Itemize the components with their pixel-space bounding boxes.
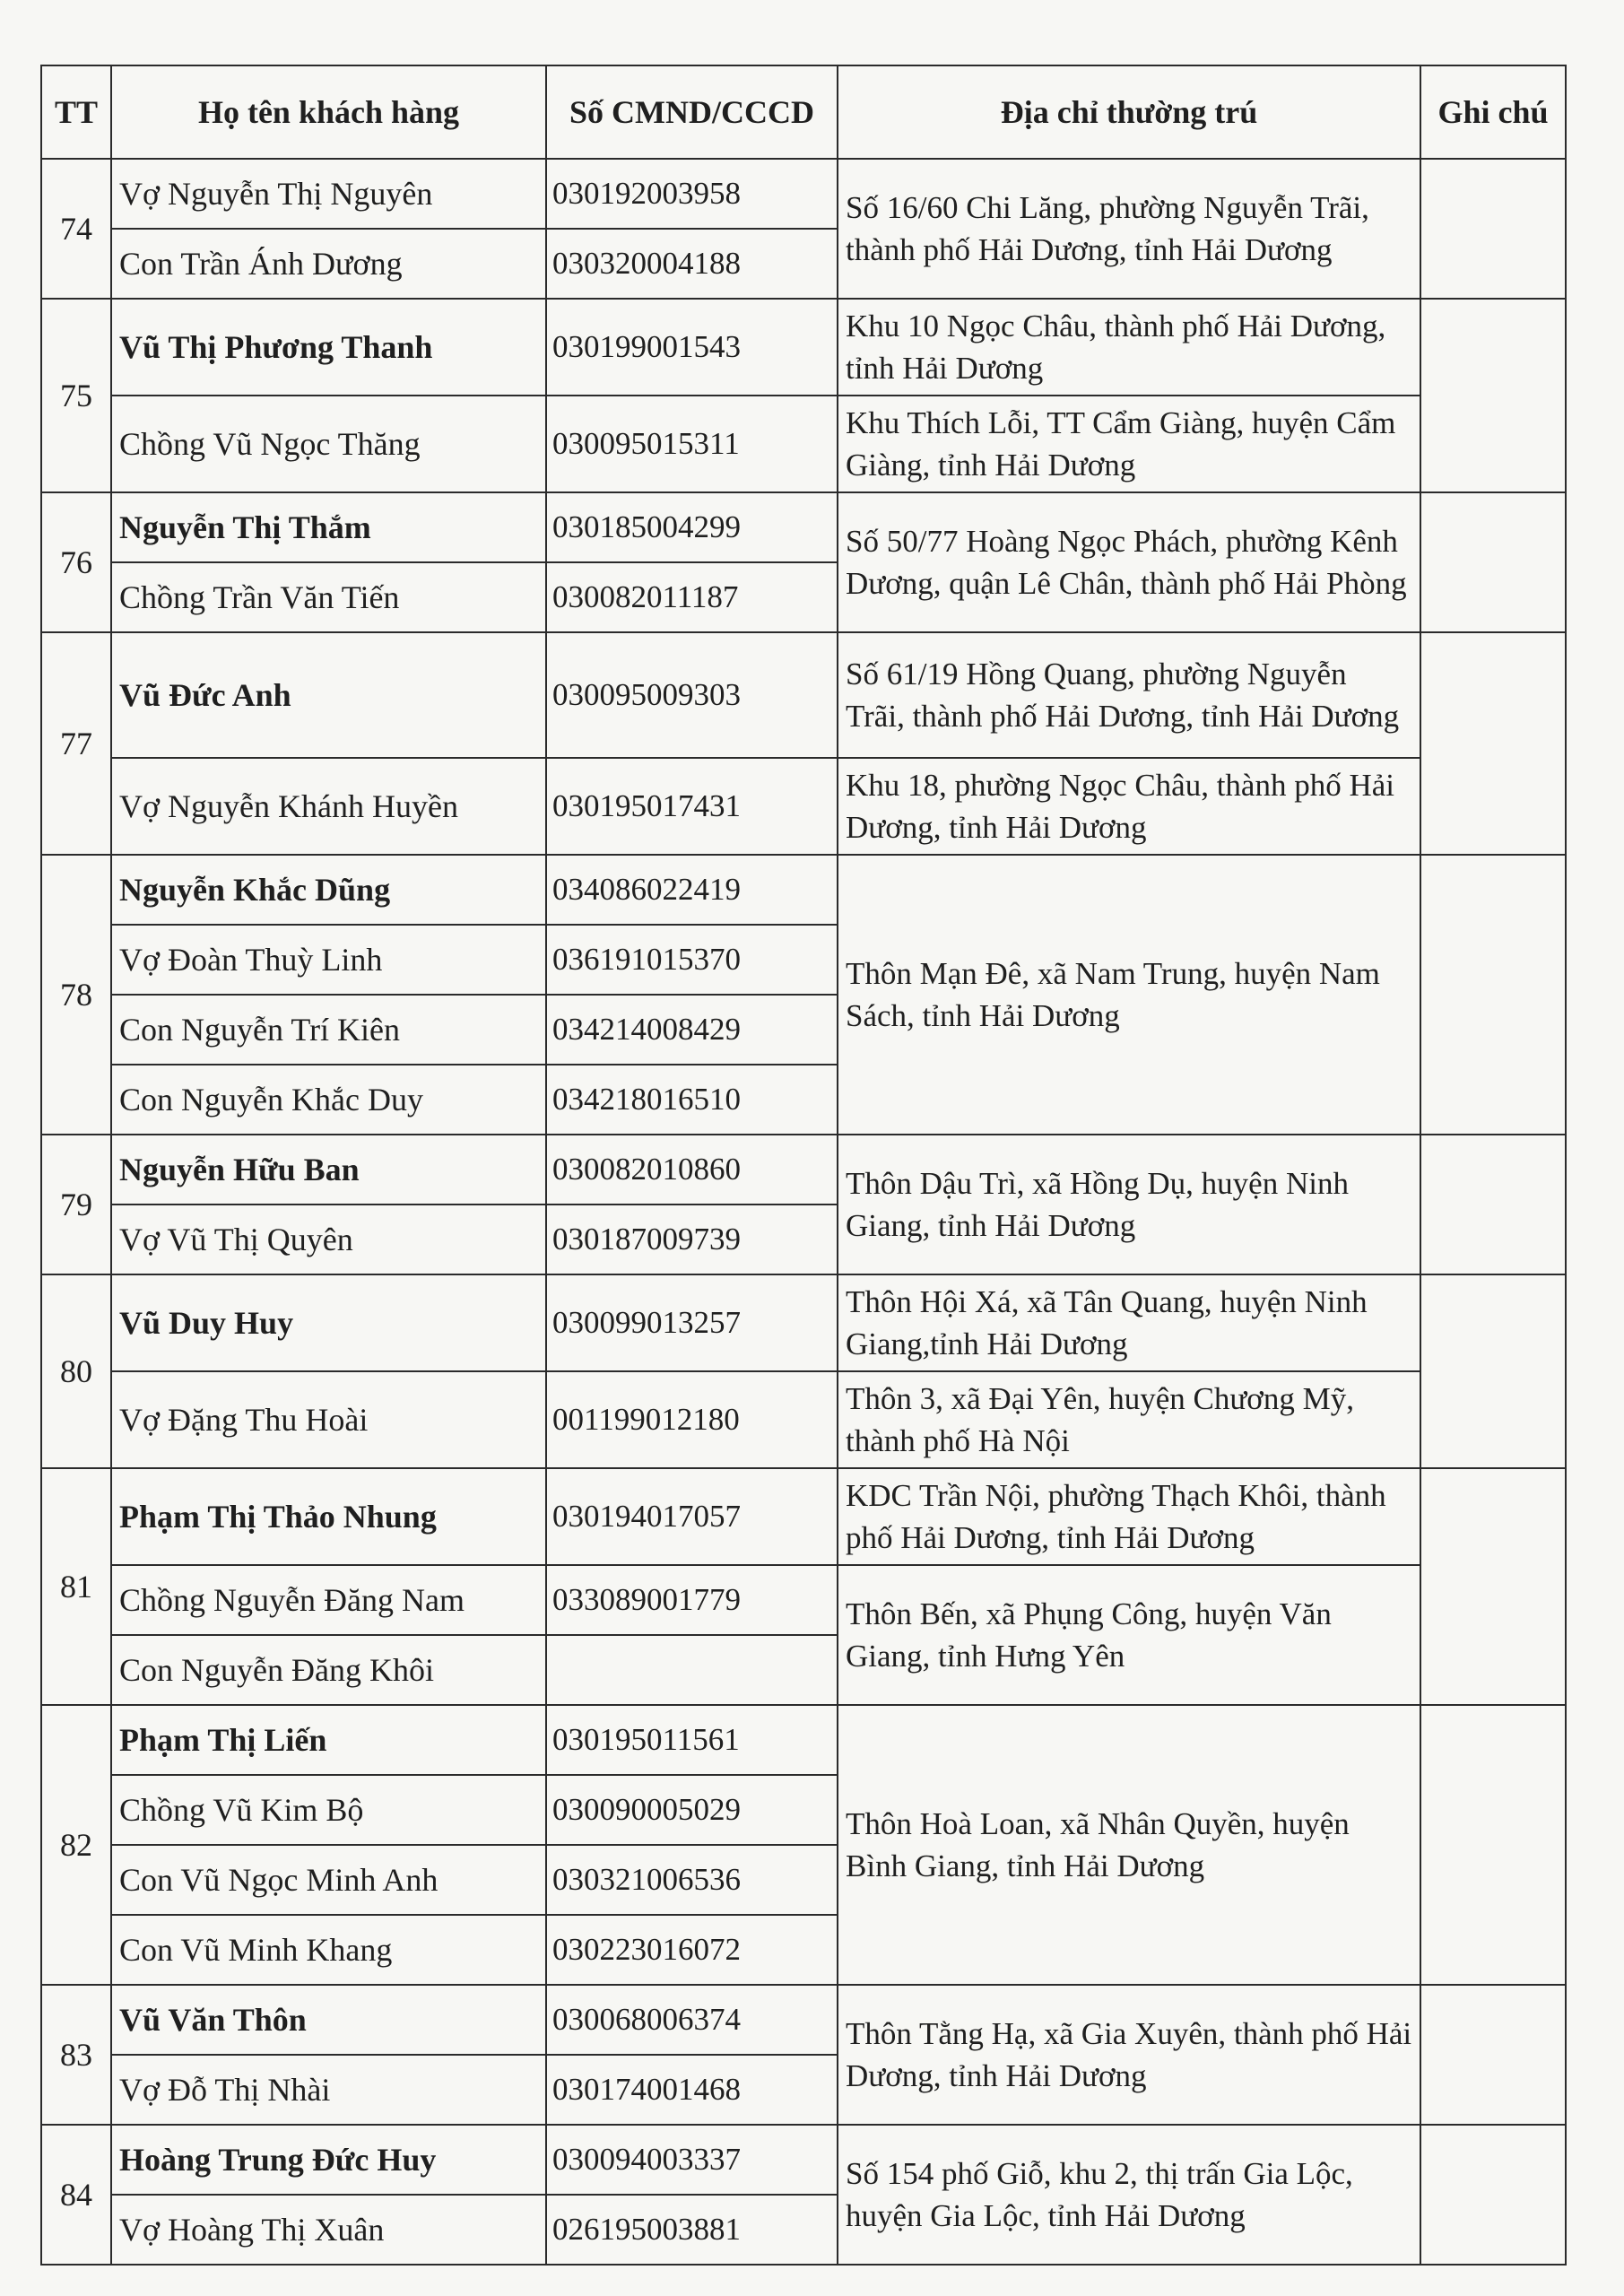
address: Số 61/19 Hồng Quang, phường Nguyễn Trãi, thành phố Hải Dương, tỉnh Hải Dương: [838, 632, 1420, 758]
header-note: Ghi chú: [1420, 65, 1566, 159]
note-cell: [1420, 1705, 1566, 1985]
customer-name: Hoàng Trung Đức Huy: [111, 2125, 546, 2195]
note-cell: [1420, 2125, 1566, 2265]
table-row: [41, 1705, 1566, 1775]
id-number: 034218016510: [546, 1065, 838, 1135]
customer-name: Chồng Vũ Ngọc Thăng: [111, 396, 546, 492]
row-number: 74: [41, 159, 111, 299]
table-row: [41, 299, 1566, 396]
row-number: 75: [41, 299, 111, 492]
address: Khu 10 Ngọc Châu, thành phố Hải Dương, tỉnh Hải Dương: [838, 299, 1420, 396]
id-number: 030094003337: [546, 2125, 838, 2195]
id-number: 030320004188: [546, 229, 838, 299]
id-number: 030095015311: [546, 396, 838, 492]
id-number: 001199012180: [546, 1371, 838, 1468]
table-row: [41, 159, 1566, 229]
row-number: 82: [41, 1705, 111, 1985]
customer-name: Con Nguyễn Khắc Duy: [111, 1065, 546, 1135]
customer-name: Phạm Thị Thảo Nhung: [111, 1468, 546, 1565]
header-address: Địa chỉ thường trú: [838, 65, 1420, 159]
id-number: 034214008429: [546, 995, 838, 1065]
table-row: [41, 2125, 1566, 2195]
table-row: [41, 1371, 1566, 1468]
customer-name: Vợ Hoàng Thị Xuân: [111, 2195, 546, 2265]
id-number: 030068006374: [546, 1985, 838, 2055]
table-row: [41, 396, 1566, 492]
address: Số 50/77 Hoàng Ngọc Phách, phường Kênh Dương, quận Lê Chân, thành phố Hải Phòng: [838, 492, 1420, 632]
row-number: 84: [41, 2125, 111, 2265]
id-number: 030192003958: [546, 159, 838, 229]
header-id: Số CMND/CCCD: [546, 65, 838, 159]
table-row: [41, 1565, 1566, 1635]
customer-name: Vợ Vũ Thị Quyên: [111, 1205, 546, 1274]
customer-name: Chồng Trần Văn Tiến: [111, 562, 546, 632]
address: Thôn 3, xã Đại Yên, huyện Chương Mỹ, thành phố Hà Nội: [838, 1371, 1420, 1468]
customer-name: Chồng Vũ Kim Bộ: [111, 1775, 546, 1845]
customer-name: Nguyễn Thị Thắm: [111, 492, 546, 562]
address: KDC Trần Nội, phường Thạch Khôi, thành phố Hải Dương, tỉnh Hải Dương: [838, 1468, 1420, 1565]
note-cell: [1420, 159, 1566, 299]
address: Thôn Mạn Đê, xã Nam Trung, huyện Nam Sách, tỉnh Hải Dương: [838, 855, 1420, 1135]
id-number: 030321006536: [546, 1845, 838, 1915]
customer-name: Con Nguyễn Trí Kiên: [111, 995, 546, 1065]
address: Khu 18, phường Ngọc Châu, thành phố Hải Dương, tỉnh Hải Dương: [838, 758, 1420, 855]
red-stamp-fragment: [1604, 709, 1624, 969]
id-number: 030185004299: [546, 492, 838, 562]
header-row: [41, 65, 1566, 159]
id-number: 033089001779: [546, 1565, 838, 1635]
table-row: [41, 855, 1566, 925]
customer-table: [40, 65, 1567, 2266]
customer-name: Vũ Đức Anh: [111, 632, 546, 758]
id-number: 030199001543: [546, 299, 838, 396]
note-cell: [1420, 1135, 1566, 1274]
id-number: 030082011187: [546, 562, 838, 632]
id-number: [546, 1635, 838, 1705]
row-number: 79: [41, 1135, 111, 1274]
customer-name: Vợ Đặng Thu Hoài: [111, 1371, 546, 1468]
note-cell: [1420, 1468, 1566, 1705]
note-cell: [1420, 492, 1566, 632]
address: Số 154 phố Giỗ, khu 2, thị trấn Gia Lộc, huyện Gia Lộc, tỉnh Hải Dương: [838, 2125, 1420, 2265]
table-row: [41, 1274, 1566, 1371]
customer-name: Vũ Thị Phương Thanh: [111, 299, 546, 396]
address: Thôn Bến, xã Phụng Công, huyện Văn Giang, tỉnh Hưng Yên: [838, 1565, 1420, 1705]
customer-name: Nguyễn Hữu Ban: [111, 1135, 546, 1205]
customer-name: Vợ Nguyễn Thị Nguyên: [111, 159, 546, 229]
id-number: 030195017431: [546, 758, 838, 855]
id-number: 030174001468: [546, 2055, 838, 2125]
note-cell: [1420, 855, 1566, 1135]
row-number: 76: [41, 492, 111, 632]
id-number: 030082010860: [546, 1135, 838, 1205]
customer-name: Con Vũ Ngọc Minh Anh: [111, 1845, 546, 1915]
row-number: 83: [41, 1985, 111, 2125]
row-number: 78: [41, 855, 111, 1135]
id-number: 030095009303: [546, 632, 838, 758]
id-number: 034086022419: [546, 855, 838, 925]
note-cell: [1420, 1274, 1566, 1468]
customer-name: Vợ Đỗ Thị Nhài: [111, 2055, 546, 2125]
address: Thôn Dậu Trì, xã Hồng Dụ, huyện Ninh Giang, tỉnh Hải Dương: [838, 1135, 1420, 1274]
customer-name: Vũ Duy Huy: [111, 1274, 546, 1371]
id-number: 030194017057: [546, 1468, 838, 1565]
id-number: 030187009739: [546, 1205, 838, 1274]
note-cell: [1420, 632, 1566, 855]
table-row: [41, 758, 1566, 855]
address: Thôn Hoà Loan, xã Nhân Quyền, huyện Bình Giang, tỉnh Hải Dương: [838, 1705, 1420, 1985]
customer-name: Phạm Thị Liến: [111, 1705, 546, 1775]
customer-name: Vợ Nguyễn Khánh Huyền: [111, 758, 546, 855]
row-number: 80: [41, 1274, 111, 1468]
table-row: [41, 1468, 1566, 1565]
address: Thôn Hội Xá, xã Tân Quang, huyện Ninh Giang,tỉnh Hải Dương: [838, 1274, 1420, 1371]
address: Số 16/60 Chi Lăng, phường Nguyễn Trãi, thành phố Hải Dương, tỉnh Hải Dương: [838, 159, 1420, 299]
id-number: 026195003881: [546, 2195, 838, 2265]
table-row: [41, 632, 1566, 758]
customer-name: Vợ Đoàn Thuỳ Linh: [111, 925, 546, 995]
customer-name: Con Vũ Minh Khang: [111, 1915, 546, 1985]
customer-name: Vũ Văn Thôn: [111, 1985, 546, 2055]
id-number: 030090005029: [546, 1775, 838, 1845]
id-number: 030099013257: [546, 1274, 838, 1371]
header-tt: TT: [41, 65, 111, 159]
header-name: Họ tên khách hàng: [111, 65, 546, 159]
address: Khu Thích Lỗi, TT Cẩm Giàng, huyện Cẩm Giàng, tỉnh Hải Dương: [838, 396, 1420, 492]
address: Thôn Tằng Hạ, xã Gia Xuyên, thành phố Hải Dương, tỉnh Hải Dương: [838, 1985, 1420, 2125]
customer-name: Nguyễn Khắc Dũng: [111, 855, 546, 925]
note-cell: [1420, 299, 1566, 492]
customer-name: Con Nguyễn Đăng Khôi: [111, 1635, 546, 1705]
id-number: 030223016072: [546, 1915, 838, 1985]
id-number: 030195011561: [546, 1705, 838, 1775]
note-cell: [1420, 1985, 1566, 2125]
table-row: [41, 1135, 1566, 1205]
customer-name: Con Trần Ánh Dương: [111, 229, 546, 299]
row-number: 77: [41, 632, 111, 855]
customer-name: Chồng Nguyễn Đăng Nam: [111, 1565, 546, 1635]
row-number: 81: [41, 1468, 111, 1705]
table-row: [41, 492, 1566, 562]
id-number: 036191015370: [546, 925, 838, 995]
table-row: [41, 1985, 1566, 2055]
